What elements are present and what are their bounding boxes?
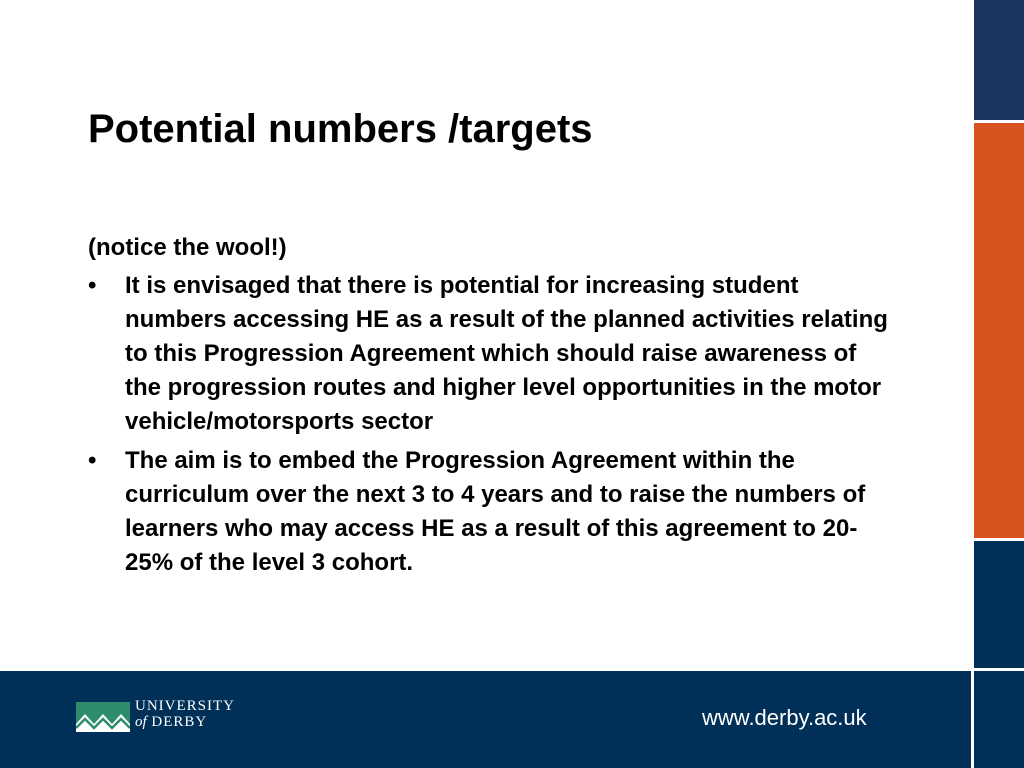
logo-line-university: UNIVERSITY [135,698,235,714]
side-block-orange [974,123,1024,538]
university-of-derby-logo-icon [76,702,130,732]
logo-line-derby [135,715,235,730]
bullet-item [88,444,888,580]
side-block-navy-top [974,0,1024,120]
slide-title: Potential numbers /targets [88,107,593,151]
logo-wordmark [135,699,235,730]
side-block-navy-middle [974,541,1024,668]
bullet-list [88,269,888,580]
footer-url[interactable]: www.derby.ac.uk [702,705,867,730]
bullet-icon: • [88,272,97,299]
bullet-item [88,269,888,439]
side-block-navy-bottom [974,671,1024,768]
bullet-text: The aim is to embed the Progression Agreement within the curriculum over the next 3 to 4 years and to raise the numbers of learners who may access HE as a result of this agreement to 20-25% of the level 3 cohort. [125,447,866,576]
logo-of: of [135,714,147,730]
side-colour-bar [974,0,1024,768]
logo-derby: DERBY [151,714,208,730]
university-logo [76,699,266,743]
bullet-icon: • [88,447,97,474]
intro-text: (notice the wool!) [88,234,287,261]
footer [0,671,971,768]
bullet-text: It is envisaged that there is potential for increasing student numbers accessing HE as a result of the planned activities relating to this Progression Agreement which should raise awareness of the progression routes and higher level opportunities in the motor vehicle/motorsports sector [125,272,888,435]
slide-body [88,231,888,585]
